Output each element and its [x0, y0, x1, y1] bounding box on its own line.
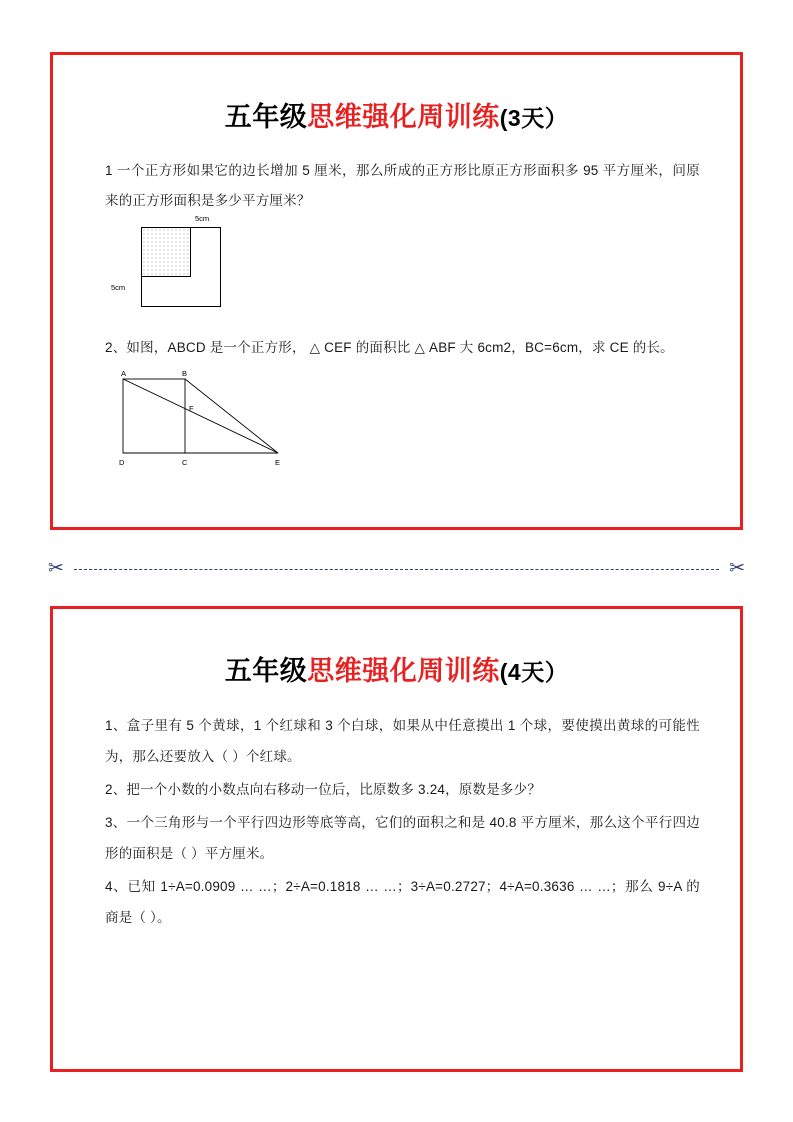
- title-part-days: (3天）: [499, 105, 569, 131]
- page-title-3day: [79, 95, 714, 134]
- title-part-grade: 五年级: [224, 656, 308, 686]
- scissors-icon-right: ✂: [729, 558, 745, 579]
- vertex-label-E: E: [275, 458, 281, 468]
- square-triangle-diagram: [113, 371, 313, 469]
- worksheet-3day: [50, 52, 743, 530]
- vertex-label-A: A: [121, 371, 127, 379]
- page-title-4day: [79, 649, 714, 688]
- scissors-icon-left: ✂: [48, 558, 64, 579]
- cut-here-dashed-line: [48, 558, 745, 580]
- figure-square-triangle-wrap: [79, 371, 714, 474]
- question-4: 4、已知 1÷A=0.0909 … …；2÷A=0.1818 … …；3÷A=0.2727；4÷A=0.3636 … …；那么 9÷A 的商是（ ）。: [105, 879, 700, 926]
- question-1: 1、盒子里有 5 个黄球，1 个红球和 3 个白球，如果从中任意摸出 1 个球，要使摸出黄球的可能性为，那么还要放入（ ）个红球。: [105, 718, 700, 765]
- dashed-divider: [74, 569, 719, 570]
- figure-label-left: 5cm: [111, 282, 126, 292]
- question-1: 1 一个正方形如果它的边长增加 5 厘米，那么所成的正方形比原正方形面积多 95 平方厘米，问原来的正方形面积是多少平方厘米？: [105, 163, 700, 209]
- title-part-highlight: 思维强化周训练: [307, 102, 500, 132]
- vertex-label-F: F: [189, 404, 194, 414]
- inner-square-shape: [141, 227, 191, 277]
- title-part-grade: 五年级: [224, 102, 308, 132]
- question-3: 3、一个三角形与一个平行四边形等底等高，它们的面积之和是 40.8 平方厘米，那么这个平行四边形的面积是（ ）平方厘米。: [105, 815, 700, 862]
- question-2: 2、把一个小数的小数点向右移动一位后，比原数多 3.24，原数是多少？: [105, 782, 542, 798]
- vertex-label-D: D: [119, 458, 125, 468]
- worksheet-4day: [50, 606, 743, 1072]
- vertex-label-C: C: [182, 458, 188, 468]
- figure-label-top: 5cm: [195, 213, 210, 223]
- title-part-days: (4天）: [499, 659, 569, 685]
- nested-squares-diagram: [111, 213, 213, 313]
- vertex-label-B: B: [182, 371, 188, 379]
- figure-nested-squares-wrap: [79, 213, 714, 319]
- question-2: 2、如图，ABCD 是一个正方形， △ CEF 的面积比 △ ABF 大 6cm2，BC=6cm，求 CE 的长。: [105, 339, 674, 355]
- title-part-highlight: 思维强化周训练: [307, 656, 500, 686]
